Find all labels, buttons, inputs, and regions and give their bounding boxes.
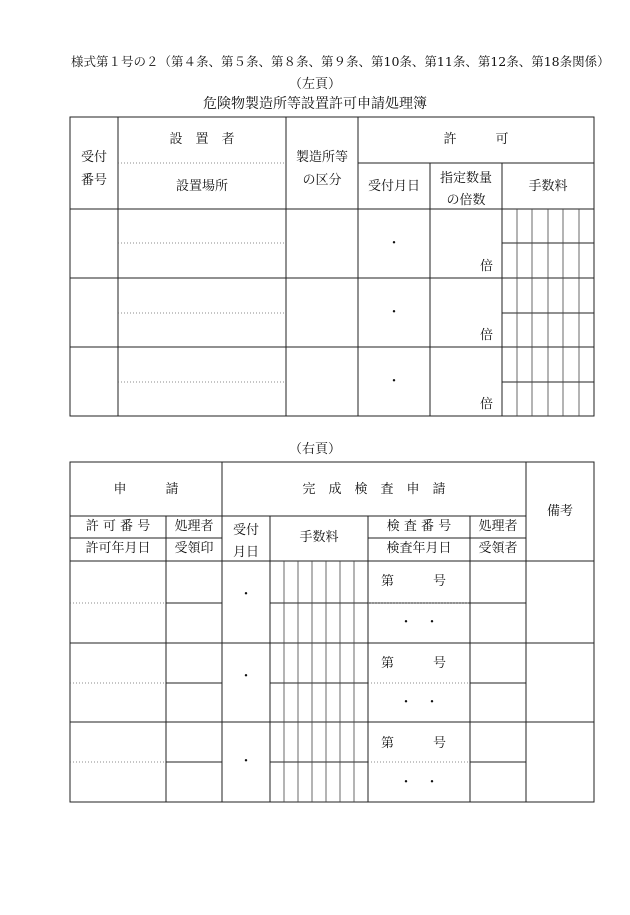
r-row3-inspection-date: ・ ・ <box>399 775 439 790</box>
header-permit-date: 許可年月日 <box>85 541 151 556</box>
row1-multiple-unit: 倍 <box>480 259 494 274</box>
row3-date-separator: ・ <box>387 374 401 389</box>
r-row2-date-separator: ・ <box>239 669 253 684</box>
header-application: 申 請 <box>113 482 179 497</box>
row2-multiple-unit: 倍 <box>480 328 494 343</box>
form-number-line: 様式第１号の２（第４条、第５条、第８条、第９条、第10条、第11条、第12条、第18条関係） <box>71 54 610 69</box>
r-row1-date-separator: ・ <box>239 587 253 602</box>
header-installer: 設 置 者 <box>169 132 235 147</box>
header-permit-number: 許 可 番 号 <box>85 519 151 534</box>
header-location: 設置場所 <box>175 179 228 194</box>
header-inspection-date: 検査年月日 <box>386 541 452 556</box>
header-inspection-number: 検 査 番 号 <box>386 519 452 534</box>
header-receiver: 受領者 <box>478 541 518 556</box>
header-fee-right: 手数料 <box>299 530 339 545</box>
row3-multiple-unit: 倍 <box>480 397 494 412</box>
r-row2-inspection-date: ・ ・ <box>399 695 439 710</box>
header-fee: 手数料 <box>528 179 568 194</box>
r-row3-date-separator: ・ <box>239 754 253 769</box>
header-receipt-number: 受付 番号 <box>80 150 107 188</box>
header-receiver-seal: 受領印 <box>174 541 214 556</box>
r-row1-number-label: 第 号 <box>381 574 447 589</box>
left-page-label: （左頁） <box>288 77 341 92</box>
header-completion-inspection: 完 成 検 査 申 請 <box>302 482 446 497</box>
header-permit: 許 可 <box>443 132 509 147</box>
r-row1-inspection-date: ・ ・ <box>399 615 439 630</box>
page-title: 危険物製造所等設置許可申請処理簿 <box>203 96 427 112</box>
header-remarks: 備考 <box>546 504 573 519</box>
header-facility-category: 製造所等 の区分 <box>295 150 348 188</box>
right-page-label: （右頁） <box>288 442 341 457</box>
r-row3-number-label: 第 号 <box>381 736 447 751</box>
header-receipt-date: 受付月日 <box>367 179 420 194</box>
r-row2-number-label: 第 号 <box>381 656 447 671</box>
header-quantity-multiple: 指定数量 の倍数 <box>439 171 492 208</box>
header-receipt-date-right: 受付 月日 <box>232 523 259 560</box>
header-processor-2: 処理者 <box>478 519 518 534</box>
row2-date-separator: ・ <box>387 305 401 320</box>
header-processor: 処理者 <box>174 519 214 534</box>
row1-date-separator: ・ <box>387 236 401 251</box>
